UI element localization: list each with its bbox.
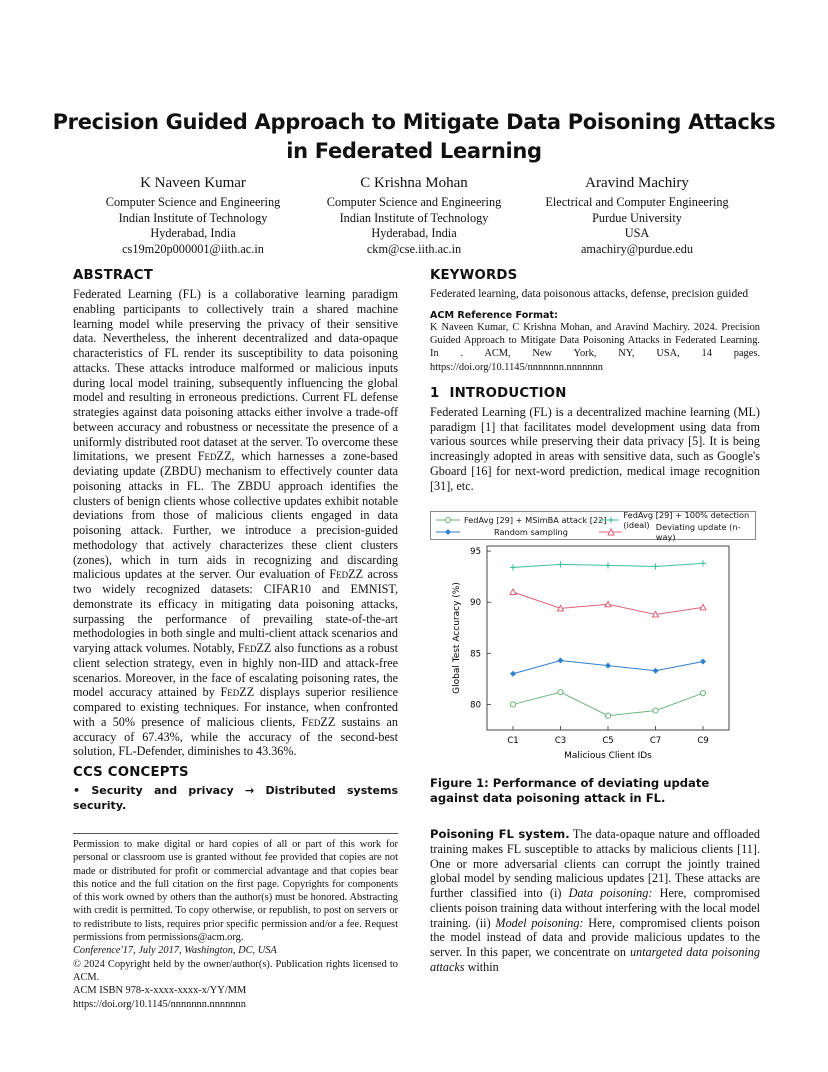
data-point [558, 690, 563, 695]
y-axis-label: Global Test Accuracy (%) [452, 582, 462, 694]
footnote [73, 838, 398, 1011]
data-point [510, 702, 515, 707]
series-line [513, 692, 703, 716]
acm-ref-heading: ACM Reference Format: [430, 309, 558, 321]
legend-item: Deviating update (n-way) [599, 526, 755, 538]
isbn-line: ACM ISBN 978-x-xxxx-xxxx-x/YY/MM [73, 985, 247, 997]
legend-item: Random sampling [436, 526, 568, 538]
data-point [558, 561, 564, 567]
legend-triangle-icon [599, 527, 622, 537]
paper-title: Precision Guided Approach to Mitigate Data Poisoning Attacks in Federated Learning [52, 110, 776, 163]
author-name: Aravind Machiry [585, 175, 689, 191]
poisoning-text: Poisoning FL system. The data-opaque nature and offloaded training makes FL susceptible to attacks by malicious clients [11]. One or more adversarial clients can corrupt the jointly trained global model by sending malicious updates [21]. These attacks are further classified into (i) Data poisoning: Here, compromised clients poison training data without interfering with the local model training. (ii) Model poisoning: Here, compromised clients poison the model instead of data and provide malicious updates to the server. In this paper, we concentrate on untargeted data poisoning attacks within [430, 827, 761, 974]
author-dept: Electrical and Computer Engineering [545, 195, 729, 209]
abstract-text: Federated Learning (FL) is a collaborative learning paradigm enabling participants to collectively train a shared machine learning model while preserving the privacy of their sensitive data. Nevertheless, the inherent decentralized and data-opaque characteristics of FL render its susceptibility to data poisoning attacks. These attacks introduce malformed or malicious inputs during local model training, subsequently influencing the global model and resulting in erroneous predictions. Current FL defense strategies against data poisoning attacks either involve a trade-off between accuracy and robustness or necessitate the presence of a uniformly distributed root dataset at the server. To overcome these limitations, we present FedZZ, which harnesses a zone-based deviating update (ZBDU) mechanism to effectively counter data poisoning attacks in FL. The ZBDU approach identifies the clusters of benign clients whose collective updates exhibit notable deviations from those of malicious clients engaged in data poisoning attack. Further, we introduce a precision-guided methodology that actively characterizes these client clusters (zones), which in turn aids in recognizing and discarding malicious updates at the server. Our evaluation of FedZZ across two widely recognized datasets: CIFAR10 and EMNIST, demonstrate its efficacy in mitigating data poisoning attacks, surpassing the performance of prevailing state-of-the-art methodologies in both single and multi-client attack scenarios and varying attack volumes. Notably, FedZZ also functions as a robust client selection strategy, even in highly non-IID and attack-free scenarios. Moreover, in the face of escalating poisoning rates, the model accuracy attained by FedZZ displays superior resilience compared to existing techniques. For instance, when confronted with a 50% presence of malicious clients, FedZZ sustains an accuracy of 67.43%, while the accuracy of the second-best solution, FL-Defender, diminishes to 43.36%. [73, 287, 398, 759]
data-point [700, 604, 706, 610]
data-point [653, 708, 658, 713]
caption-text: Figure 1: Performance of deviating update against data poisoning attack in FL. [430, 776, 710, 805]
data-point [510, 564, 516, 570]
x-tick-label: C5 [602, 736, 614, 746]
x-axis-label: Malicious Client IDs [564, 751, 652, 761]
author-email: amachiry@purdue.edu [580, 242, 694, 257]
data-point [653, 668, 659, 674]
ccs-section [73, 765, 398, 814]
legend-circle-icon [436, 515, 460, 525]
author-inst: Indian Institute of Technology [339, 210, 489, 225]
data-point [700, 659, 706, 665]
y-tick-label: 85 [470, 649, 481, 660]
author-block [73, 174, 313, 258]
author-inst: Indian Institute of Technology [118, 210, 268, 225]
accuracy-line-chart [430, 540, 760, 770]
data-point [510, 589, 516, 595]
x-tick-label: C9 [697, 736, 709, 746]
author-block [517, 174, 757, 258]
keywords-text: Federated learning, data poisonous attacks, defense, precision guided [430, 288, 749, 300]
keywords-heading: KEYWORDS [430, 268, 518, 283]
x-tick-label: C1 [507, 736, 519, 746]
legend-plus-icon [599, 515, 619, 525]
author-inst: Purdue University [592, 210, 682, 225]
author-name: K Naveen Kumar [140, 175, 246, 191]
figure-caption [430, 776, 760, 806]
x-tick-label: C7 [649, 736, 662, 746]
data-point [605, 713, 610, 718]
y-tick-label: 95 [470, 547, 481, 558]
author-email: cs19m20p000001@iith.ac.in [122, 242, 264, 257]
author-name: C Krishna Mohan [360, 175, 468, 191]
plot-frame [487, 546, 729, 730]
intro-text: Federated Learning (FL) is a decentralized machine learning (ML) paradigm [1] that facilitates model development using data from various sources while preserving their data privacy [5]. It is being increasingly adopted in areas with sensitive data, such as Google's Gboard [16] for next-word prediction, medical image recognition [31], etc. [430, 404, 760, 493]
y-tick-label: 80 [470, 700, 481, 711]
author-location: Hyderabad, India [150, 226, 236, 241]
poisoning-section [430, 827, 760, 975]
ccs-text: • Security and privacy → Distributed systems security. [73, 784, 398, 812]
abstract-heading: ABSTRACT [73, 268, 154, 283]
x-tick-label: C3 [554, 736, 567, 746]
legend-diamond-icon [436, 527, 460, 537]
data-point [510, 671, 516, 677]
copyright-line: © 2024 Copyright held by the owner/author(s). Publication rights licensed to ACM. [73, 958, 398, 983]
right-column-top [430, 268, 760, 493]
permission-text: Permission to make digital or hard copies of all or part of this work for personal or classroom use is granted without fee provided that copies are not made or distributed for profit or commercial advantage and that copies bear this notice and the full citation on the first page. Copyrights for components of this work owned by others than the author(s) must be honored. Abstracting with credit is permitted. To copy otherwise, or republish, to post on servers or to redistribute to lists, requires prior specific permission and/or a fee. Request permissions from permissions@acm.org. [73, 839, 398, 944]
footnote-rule [73, 833, 398, 834]
legend-item: FedAvg [29] + MSimBA attack [22] [436, 514, 607, 526]
conference-line: Conference'17, July 2017, Washington, DC, USA [73, 945, 277, 957]
author-location: USA [624, 226, 650, 241]
ccs-heading: CCS CONCEPTS [73, 765, 189, 780]
data-point [653, 563, 659, 569]
author-email: ckm@cse.iith.ac.in [366, 242, 462, 257]
acm-ref-text: K Naveen Kumar, C Krishna Mohan, and Aravind Machiry. 2024. Precision Guided Approach to Mitigate Data Poisoning Attacks in Federated Learning. In . ACM, New York, NY, USA, 14 pages. https://doi.org/10.1145/nnnnnnn.nnnnnnn [430, 321, 760, 373]
data-point [700, 691, 705, 696]
data-point [605, 562, 611, 568]
y-tick-label: 90 [470, 598, 481, 609]
author-dept: Computer Science and Engineering [326, 195, 502, 209]
doi-line: https://doi.org/10.1145/nnnnnnn.nnnnnnn [73, 998, 246, 1010]
data-point [605, 663, 611, 669]
intro-heading: 1 INTRODUCTION [430, 385, 567, 401]
data-point [558, 657, 564, 663]
left-column [73, 268, 398, 759]
author-dept: Computer Science and Engineering [105, 195, 281, 209]
legend-item: FedAvg [29] + 100% detection (ideal) [599, 514, 755, 526]
author-location: Hyderabad, India [371, 226, 457, 241]
chart-legend [430, 511, 756, 540]
data-point [700, 560, 706, 566]
author-block [294, 174, 534, 258]
